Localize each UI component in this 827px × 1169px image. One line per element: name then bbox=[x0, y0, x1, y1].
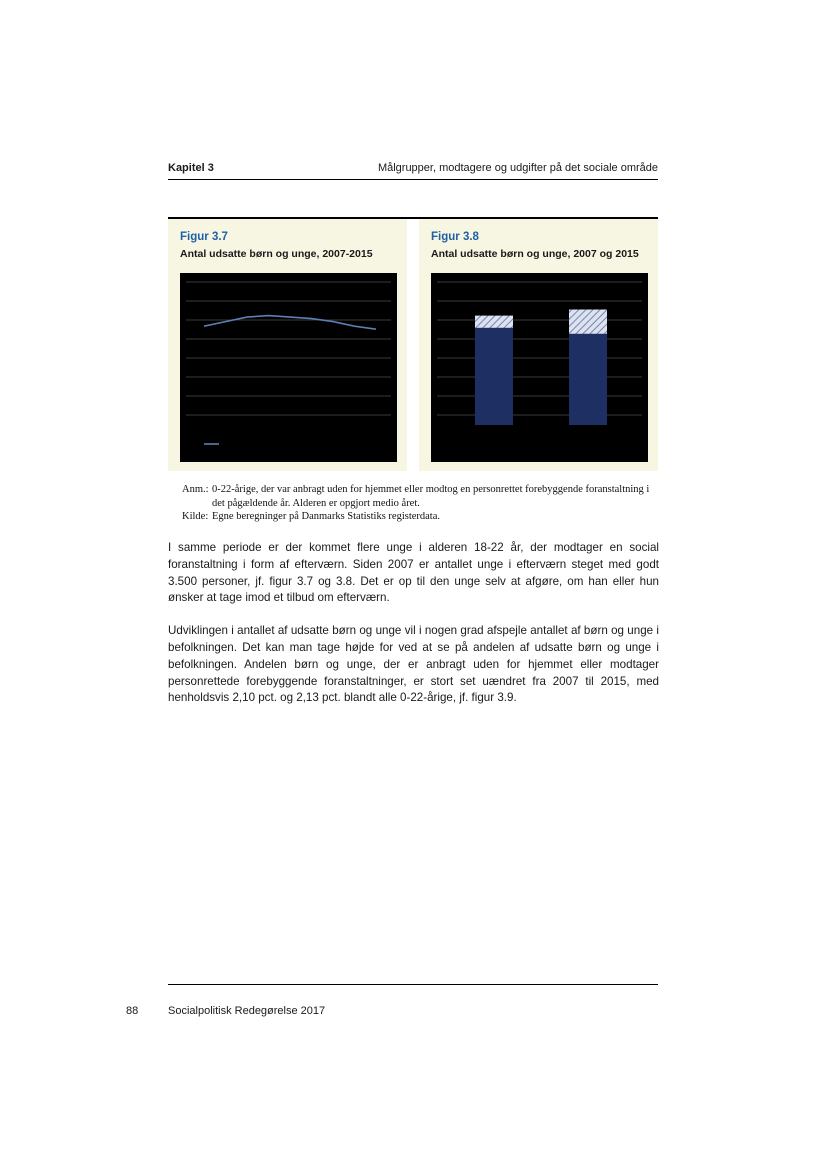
figure-3-7-panel bbox=[168, 219, 407, 471]
note-anm-row bbox=[182, 483, 660, 510]
figure-3-8-title: Antal udsatte børn og unge, 2007 og 2015 bbox=[431, 248, 639, 260]
figure-3-8-label: Figur 3.8 bbox=[431, 231, 479, 243]
page-number: 88 bbox=[126, 1005, 139, 1017]
figure-3-8-bar-chart bbox=[431, 273, 648, 462]
note-kilde-label: Kilde: bbox=[182, 511, 209, 522]
header-chapter: Kapitel 3 bbox=[168, 162, 214, 174]
paragraph-1: I samme periode er der kommet flere unge i alderen 18-22 år, der modtager en social foranstaltning i form af efterværn. Siden 2007 er antallet unge i efterværn steget med godt 3.500 personer, jf. figur 3.7 og 3.8. Det er op til den unge selv at afgøre, om han eller hun ønsker at tage imod et tilbud om efterværn. bbox=[168, 541, 659, 605]
figure-3-8-panel bbox=[419, 219, 658, 471]
footer-rule bbox=[168, 984, 658, 985]
note-anm-text: 0-22-årige, der var anbragt uden for hjemmet eller modtog en personrettet forebyggende foranstaltning i det pågældende år. Alderen er opgjort medio året. bbox=[212, 484, 650, 509]
header-running-title: Målgrupper, modtagere og udgifter på det sociale område bbox=[377, 162, 658, 174]
note-kilde-row bbox=[182, 510, 660, 524]
note-anm-label: Anm.: bbox=[182, 484, 209, 495]
figure-3-7-label: Figur 3.7 bbox=[180, 231, 228, 243]
paragraph-2: Udviklingen i antallet af udsatte børn og unge vil i nogen grad afspejle antallet af børn og unge i befolkningen. Det kan man tage højde for ved at se på andelen af udsatte børn og unge i befolkningen. Andelen børn og unge, der er anbragt uden for hjemmet eller modtager personrettede forebyggende foranstaltninger, er stort set uændret fra 2007 til 2015, med henholdsvis 2,10 pct. og 2,13 pct. blandt alle 0-22-årige, jf. figur 3.9. bbox=[168, 624, 659, 705]
note-kilde-text: Egne beregninger på Danmarks Statistiks registerdata. bbox=[212, 511, 441, 522]
figure-3-7-line-chart bbox=[180, 273, 397, 462]
figure-3-7-title: Antal udsatte børn og unge, 2007-2015 bbox=[180, 248, 373, 260]
figure-row bbox=[168, 217, 658, 471]
footer-publication: Socialpolitisk Redegørelse 2017 bbox=[168, 1005, 326, 1017]
body-text bbox=[168, 540, 659, 723]
figure-notes bbox=[182, 483, 660, 524]
header-rule bbox=[168, 179, 658, 180]
